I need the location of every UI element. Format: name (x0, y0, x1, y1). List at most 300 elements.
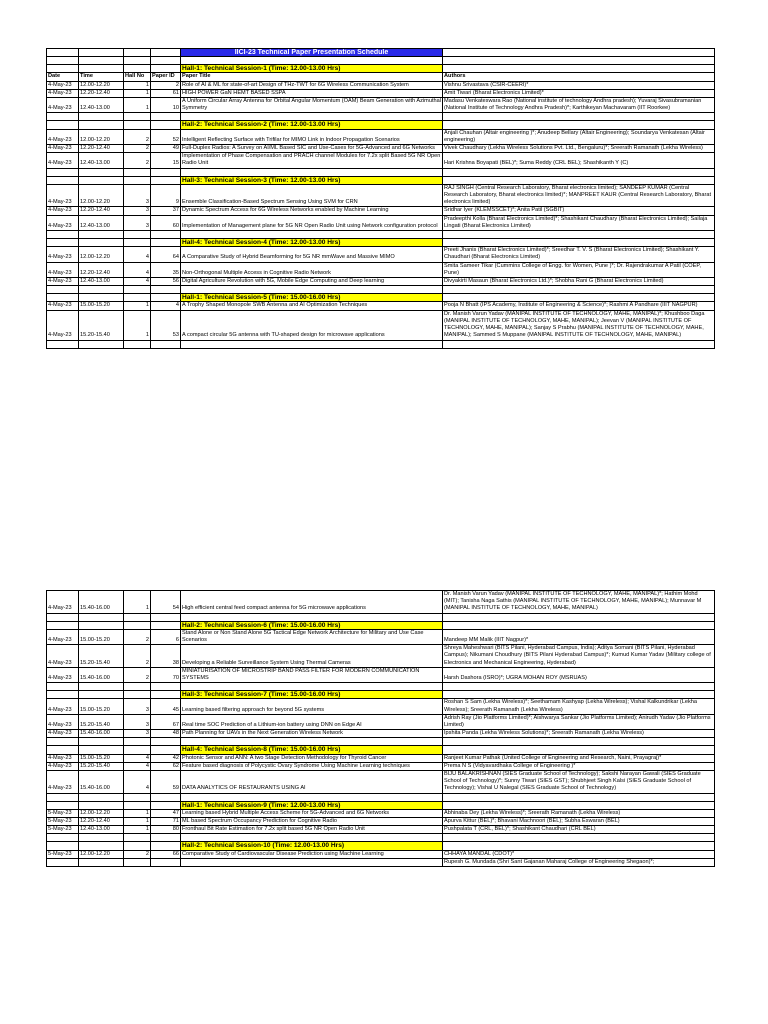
authors-cell: Divyakirti Masaun (Bharat Electronics Ltd.)*; Shobha Rani G (Bharat Electronics Limited) (443, 278, 715, 286)
session-row (47, 65, 715, 73)
empty-cell (124, 49, 151, 57)
paper-title-cell: Dynamic Spectrum Access for 6G Wireless Networks enabled by Machine Learning (181, 207, 443, 215)
empty-cell (151, 286, 181, 294)
paper-id-cell: 35 (151, 262, 181, 277)
empty-cell (181, 286, 443, 294)
time-cell: 15.20-15.40 (79, 714, 124, 729)
authors-cell: Mandeep MM Malik (IIIT Nagpur)* (443, 629, 715, 644)
session-title: Hall-4: Technical Session-4 (Time: 12.00-13.00 Hrs) (181, 239, 443, 247)
schedule-page-2 (0, 590, 768, 867)
empty-cell (47, 49, 79, 57)
date-cell: 4-May-23 (47, 730, 79, 738)
empty-cell (181, 613, 443, 621)
authors-cell: Abhinaba Dey (Lekha Wireless)*; Sreerath Ramanath (Lekha Wireless) (443, 809, 715, 817)
empty-cell (47, 621, 79, 629)
date-cell: 4-May-23 (47, 98, 79, 113)
date-cell: 4-May-23 (47, 645, 79, 668)
paper-title-cell: Ensemble Classification-Based Spectrum Sensing Using SVM for CRN (181, 184, 443, 207)
table-row (47, 699, 715, 714)
empty-cell (124, 746, 151, 754)
paper-id-cell: 47 (151, 809, 181, 817)
empty-cell (79, 738, 124, 746)
time-cell: 15.00-15.20 (79, 754, 124, 762)
time-cell: 15.40-16.00 (79, 771, 124, 794)
empty-cell (443, 683, 715, 691)
empty-cell (443, 834, 715, 842)
schedule-page-1 (0, 48, 768, 349)
empty-cell (79, 49, 124, 57)
paper-title-cell: Learning based Hybrid Multiple Access Scheme for 5G-Advanced and 6G Networks (181, 809, 443, 817)
authors-cell: Dr. Manish Varun Yadav (MANIPAL INSTITUTE OF TECHNOLOGY, MAHE, MANIPAL)*; Hathim Mohd (MIT); Tanisha Naga Sathis (MANIPAL INSTITUTE OF TECHNOLOGY, MAHE, MANIPAL); Munnavar M (MANIPAL INSTITUTE OF TECHNOLOGY, MAHE, MANIPAL) (443, 591, 715, 614)
session-row (47, 176, 715, 184)
empty-cell (47, 340, 79, 348)
blank-row (47, 231, 715, 239)
date-cell: 4-May-23 (47, 771, 79, 794)
hall-cell: 3 (124, 714, 151, 729)
authors-cell: Sridhar Iyer (KLEMSSCET)*; Anita Patil (SGBIT) (443, 207, 715, 215)
paper-title-cell: Path Planning for UAVs in the Next Generation Wireless Network (181, 730, 443, 738)
authors-cell: Ranjeet Kumar Pathak (United College of Engineering and Research, Naini, Prayagraj)* (443, 754, 715, 762)
empty-cell (79, 294, 124, 302)
paper-title-cell: Full-Duplex Radios: A Survey on AI/ML Based SIC and Use-Cases for 5G-Advanced and 6G Networks (181, 145, 443, 153)
schedule-table (46, 48, 715, 349)
empty-cell (124, 113, 151, 121)
empty-cell (443, 793, 715, 801)
paper-id-cell: 45 (151, 699, 181, 714)
authors-cell: Roshan S Sam (Lekha Wireless)*; Seethamam Kashyap (Lekha Wireless); Vishal Kalkundrikar (Lekha Wireless); Sreerath Ramanath (Lekha Wireless) (443, 699, 715, 714)
authors-cell: Vivek Chaudhary (Lekha Wireless Solutions Pvt. Ltd., Bengaluru)*; Sreerath Ramanath (Lekha Wireless) (443, 145, 715, 153)
empty-cell (151, 834, 181, 842)
empty-cell (181, 738, 443, 746)
paper-title-cell: Real time SOC Prediction of a Lithium-ion battery using DNN on Edge AI (181, 714, 443, 729)
empty-cell (79, 613, 124, 621)
empty-cell (124, 834, 151, 842)
paper-id-cell: 71 (151, 818, 181, 826)
date-cell: 4-May-23 (47, 699, 79, 714)
time-cell: 12.40-13.00 (79, 826, 124, 834)
empty-cell (443, 691, 715, 699)
date-cell: 4-May-23 (47, 278, 79, 286)
paper-title-cell: A Trophy Shaped Monopole SWB Antenna and AI Optimization Techniques (181, 302, 443, 310)
time-cell: 12.40-13.00 (79, 98, 124, 113)
table-row (47, 207, 715, 215)
date-cell: 4-May-23 (47, 302, 79, 310)
time-cell (79, 858, 124, 866)
session-title: Hall-4: Technical Session-8 (Time: 15.00-16.00 Hrs) (181, 746, 443, 754)
empty-cell (47, 613, 79, 621)
date-cell: 4-May-23 (47, 262, 79, 277)
empty-cell (443, 176, 715, 184)
blank-row (47, 613, 715, 621)
paper-id-cell: 56 (151, 278, 181, 286)
paper-title-cell: A Comparative Study of Hybrid Beamforming for 5G NR mmWave and Massive MIMO (181, 247, 443, 262)
empty-cell (443, 121, 715, 129)
empty-cell (47, 57, 79, 65)
date-cell: 4-May-23 (47, 247, 79, 262)
empty-cell (47, 801, 79, 809)
time-cell: 12.20-12.40 (79, 818, 124, 826)
hall-cell: 1 (124, 826, 151, 834)
empty-cell (151, 340, 181, 348)
time-cell: 12.20-12.40 (79, 89, 124, 97)
empty-cell (79, 691, 124, 699)
paper-id-cell: 54 (151, 591, 181, 614)
date-cell: 5-May-23 (47, 809, 79, 817)
empty-cell (124, 621, 151, 629)
paper-title-cell: DATA ANALYTICS OF RESTAURANTS USING AI (181, 771, 443, 794)
paper-id-cell: 48 (151, 730, 181, 738)
paper-id-cell: 53 (151, 310, 181, 340)
time-cell: 12.20-12.40 (79, 145, 124, 153)
empty-cell (124, 239, 151, 247)
empty-cell (151, 793, 181, 801)
paper-id-cell: 67 (151, 714, 181, 729)
empty-cell (443, 57, 715, 65)
empty-cell (79, 239, 124, 247)
paper-title-cell: MINIATURISATION OF MICROSTRIP BAND PASS FILTER FOR MODERN COMMUNICATION SYSTEMS (181, 667, 443, 682)
empty-cell (151, 168, 181, 176)
title-row (47, 49, 715, 57)
hall-cell: 4 (124, 762, 151, 770)
empty-cell (443, 65, 715, 73)
hall-cell: 1 (124, 81, 151, 89)
session-row (47, 746, 715, 754)
session-title: Hall-1: Technical Session-5 (Time: 15.00-16.00 Hrs) (181, 294, 443, 302)
session-row (47, 121, 715, 129)
date-cell: 4-May-23 (47, 591, 79, 614)
table-row (47, 310, 715, 340)
time-cell: 12.40-13.00 (79, 215, 124, 230)
empty-cell (124, 613, 151, 621)
empty-cell (47, 286, 79, 294)
table-row (47, 667, 715, 682)
header-authors: Authors (443, 73, 715, 81)
session-title: Hall-1: Technical Session-1 (Time: 12.00-13.00 Hrs) (181, 65, 443, 73)
header-hall: Hall No (124, 73, 151, 81)
paper-title-cell: Developing a Reliable Surveillance System Using Thermal Cameras (181, 645, 443, 668)
empty-cell (181, 168, 443, 176)
empty-cell (124, 793, 151, 801)
table-row (47, 771, 715, 794)
paper-title-cell: Comparative Study of Cardiovascular Disease Prediction using Machine Learning (181, 850, 443, 858)
date-cell: 4-May-23 (47, 129, 79, 144)
paper-title-cell: Feature based diagnosis of Polycystic Ovary Syndrome Using Machine Learning techniques (181, 762, 443, 770)
empty-cell (443, 746, 715, 754)
paper-id-cell: 52 (151, 129, 181, 144)
empty-cell (151, 613, 181, 621)
table-row (47, 81, 715, 89)
empty-cell (443, 294, 715, 302)
time-cell: 15.00-15.20 (79, 629, 124, 644)
empty-cell (79, 793, 124, 801)
empty-cell (47, 691, 79, 699)
header-paper-id: Paper ID (151, 73, 181, 81)
empty-cell (47, 683, 79, 691)
authors-cell: Hari Krishna Boyapati (BEL)*; Suma Reddy (CRL BEL); Shashikanth Y (C) (443, 153, 715, 168)
paper-title-cell: Intelligent Reflecting Surface with Trifilar for MIMO Link in Indoor Propagation Scenarios (181, 129, 443, 144)
paper-title-cell: ML based Spectrum Occupancy Prediction for Cognitive Radio (181, 818, 443, 826)
table-row (47, 754, 715, 762)
authors-cell: Prema N S (Vidyavardhaka College of Engineering )* (443, 762, 715, 770)
authors-cell: RAJ SINGH (Central Research Laboratory, Bharat electronics limited); SANDEEP KUMAR (Central Research Laboratory, Bharat electronics limited)*; MANPREET KAUR (Central Research Laboratory, Bharat electronics limited) (443, 184, 715, 207)
table-row (47, 247, 715, 262)
hall-cell: 3 (124, 207, 151, 215)
empty-cell (124, 683, 151, 691)
paper-id-cell: 66 (151, 850, 181, 858)
empty-cell (151, 691, 181, 699)
hall-cell: 1 (124, 818, 151, 826)
empty-cell (47, 176, 79, 184)
date-cell: 4-May-23 (47, 629, 79, 644)
empty-cell (79, 231, 124, 239)
empty-cell (47, 834, 79, 842)
empty-cell (151, 842, 181, 850)
blank-row (47, 793, 715, 801)
authors-cell: Pushpalata T (CRL, BEL)*; Shashikant Chaudhari (CRL BEL) (443, 826, 715, 834)
hall-cell: 3 (124, 215, 151, 230)
paper-id-cell: 38 (151, 645, 181, 668)
table-row (47, 850, 715, 858)
time-cell: 12.00-12.20 (79, 850, 124, 858)
empty-cell (443, 231, 715, 239)
paper-id-cell: 10 (151, 98, 181, 113)
blank-row (47, 834, 715, 842)
empty-cell (124, 231, 151, 239)
authors-cell: Madasu Venkateswara Rao (National institute of technology Andhra pradesh); Yuvaraj Sivasubramanian (National Institute of Technology Andhra Pradesh)*; Karthikeyan Machavaram (IIT Roorkee) (443, 98, 715, 113)
blank-row (47, 168, 715, 176)
schedule-table (46, 590, 715, 867)
date-cell: 4-May-23 (47, 310, 79, 340)
empty-cell (47, 738, 79, 746)
paper-title-cell: Learning based filtering approach for beyond 5G systems (181, 699, 443, 714)
authors-cell: Dr. Manish Varun Yadav (MANIPAL INSTITUTE OF TECHNOLOGY, MAHE, MANIPAL)*; Khushboo Daga (MANIPAL INSTITUTE OF TECHNOLOGY, MAHE, MANIPAL); Jeevan V (MANIPAL INSTITUTE OF TECHNOLOGY, MAHE, MANIPAL); Sanjay S Prabhu (MANIPAL INSTITUTE OF TECHNOLOGY, MAHE, MANIPAL); Sammed S Muppane (MANIPAL INSTITUTE OF TECHNOLOGY, MAHE, MANIPAL) (443, 310, 715, 340)
empty-cell (151, 239, 181, 247)
table-row (47, 762, 715, 770)
session-row (47, 239, 715, 247)
time-cell: 12.40-13.00 (79, 278, 124, 286)
hall-cell: 1 (124, 591, 151, 614)
hall-cell: 2 (124, 153, 151, 168)
authors-cell: Preeti Jhanis (Bharat Electronics Limited)*; Sreedhar T. V. S (Bharat Electronics Limited); Shashikant Y. Chaudhari (Bharat Electronics Limited) (443, 247, 715, 262)
time-cell: 12.00-12.20 (79, 81, 124, 89)
paper-id-cell: 64 (151, 247, 181, 262)
empty-cell (124, 57, 151, 65)
empty-cell (124, 691, 151, 699)
empty-cell (124, 340, 151, 348)
paper-title-cell: High efficient central feed compact antenna for 5G microwave applications (181, 591, 443, 614)
table-row (47, 89, 715, 97)
paper-title-cell: Non-Orthogonal Multiple Access in Cognitive Radio Network (181, 262, 443, 277)
table-row (47, 730, 715, 738)
table-row (47, 629, 715, 644)
empty-cell (124, 842, 151, 850)
empty-cell (79, 168, 124, 176)
time-cell: 15.00-15.20 (79, 699, 124, 714)
empty-cell (151, 113, 181, 121)
header-row (47, 73, 715, 81)
paper-title-cell: Implementation of Management plane for 5G NR Open Radio Unit using Network configuration protocol (181, 215, 443, 230)
paper-id-cell: 70 (151, 667, 181, 682)
empty-cell (151, 801, 181, 809)
hall-cell: 1 (124, 809, 151, 817)
paper-id-cell: 4 (151, 302, 181, 310)
date-cell: 5-May-23 (47, 826, 79, 834)
empty-cell (124, 121, 151, 129)
paper-title-cell: Fronthaul Bit Rate Estimation for 7.2x split based 5G NR Open Radio Unit (181, 826, 443, 834)
paper-title-cell: HIGH POWER GaN HEMT BASED SSPA (181, 89, 443, 97)
empty-cell (181, 57, 443, 65)
hall-cell: 1 (124, 98, 151, 113)
empty-cell (443, 286, 715, 294)
time-cell: 15.20-15.40 (79, 310, 124, 340)
empty-cell (124, 65, 151, 73)
empty-cell (443, 168, 715, 176)
empty-cell (79, 621, 124, 629)
blank-row (47, 340, 715, 348)
date-cell: 4-May-23 (47, 714, 79, 729)
date-cell (47, 858, 79, 866)
date-cell: 4-May-23 (47, 153, 79, 168)
schedule-title: IICI-23 Technical Paper Presentation Schedule (181, 49, 443, 57)
table-row (47, 645, 715, 668)
empty-cell (79, 746, 124, 754)
empty-cell (443, 801, 715, 809)
paper-title-cell: Stand Alone or Non Stand Alone 5G Tactical Edge Network Architecture for Military and Use Case Scenarios (181, 629, 443, 644)
time-cell: 15.00-15.20 (79, 302, 124, 310)
time-cell: 12.20-12.40 (79, 207, 124, 215)
time-cell: 15.40-16.00 (79, 730, 124, 738)
empty-cell (151, 738, 181, 746)
empty-cell (181, 113, 443, 121)
authors-cell: Shreya Maheshwari (BITS Pilani, Hyderabad Campus, India); Aditya Somani (BITS Pilani, Hyderabad Campus); Nikumani Choudhury (BITS Pilani Hyderabad Campus)*; Kumud Kumar Yadav (Military college of Electronics and Mechanical Engineering, Hyderabad) (443, 645, 715, 668)
session-title: Hall-1: Technical Session-9 (Time: 12.00-13.00 Hrs) (181, 801, 443, 809)
paper-id-cell: 15 (151, 153, 181, 168)
paper-id-cell: 62 (151, 762, 181, 770)
empty-cell (124, 176, 151, 184)
blank-row (47, 113, 715, 121)
paper-id-cell: 6 (151, 629, 181, 644)
empty-cell (47, 113, 79, 121)
empty-cell (181, 340, 443, 348)
time-cell: 12.40-13.00 (79, 153, 124, 168)
session-title: Hall-2: Technical Session-10 (Time: 12.00-13.00 Hrs) (181, 842, 443, 850)
session-title: Hall-2: Technical Session-6 (Time: 15.00-16.00 Hrs) (181, 621, 443, 629)
paper-id-cell: 49 (151, 145, 181, 153)
authors-cell: Pooja N Bhatt (IPS Academy, Institute of Engineering & Science)*; Rashmi A Pandhare (IIIT NAGPUR) (443, 302, 715, 310)
blank-row (47, 683, 715, 691)
date-cell: 4-May-23 (47, 184, 79, 207)
session-row (47, 691, 715, 699)
date-cell: 4-May-23 (47, 145, 79, 153)
session-title: Hall-3: Technical Session-3 (Time: 12.00-13.00 Hrs) (181, 176, 443, 184)
empty-cell (124, 294, 151, 302)
hall-cell: 4 (124, 247, 151, 262)
paper-title-cell: A Uniform Circular Array Antenna for Orbital Angular Momentum (OAM) Beam Generation with Azimuthal Symmetry (182, 98, 441, 112)
empty-cell (443, 621, 715, 629)
time-cell: 12.00-12.20 (79, 184, 124, 207)
blank-row (47, 286, 715, 294)
empty-cell (47, 231, 79, 239)
table-row (47, 278, 715, 286)
time-cell: 15.40-16.00 (79, 667, 124, 682)
authors-cell: Vishnu Srivastava (CSIR-CEERI)* (443, 81, 715, 89)
empty-cell (443, 738, 715, 746)
hall-cell: 4 (124, 262, 151, 277)
hall-cell: 2 (124, 667, 151, 682)
table-row (47, 98, 715, 113)
date-cell: 4-May-23 (47, 667, 79, 682)
empty-cell (124, 801, 151, 809)
session-row (47, 801, 715, 809)
table-row (47, 184, 715, 207)
date-cell: 5-May-23 (47, 818, 79, 826)
empty-cell (47, 239, 79, 247)
empty-cell (181, 793, 443, 801)
hall-cell: 3 (124, 730, 151, 738)
hall-cell: 2 (124, 129, 151, 144)
paper-id-cell: 37 (151, 207, 181, 215)
time-cell: 12.20-12.40 (79, 262, 124, 277)
date-cell: 4-May-23 (47, 89, 79, 97)
hall-cell: 3 (124, 184, 151, 207)
hall-cell: 4 (124, 771, 151, 794)
blank-row (47, 57, 715, 65)
paper-id-cell: 2 (151, 81, 181, 89)
authors-cell: Smita Sameer Tikar (Cummins College of Engg. for Women, Pune )*; Dr. Rajendrakumar A Patil (COEP, Pune) (443, 262, 715, 277)
empty-cell (151, 121, 181, 129)
empty-cell (47, 65, 79, 73)
authors-cell: BIJU BALAKRISHNAN (SIES Graduate School of Technology); Sakshi Narayan Gawali (SIES Graduate School of Technology)*; Sunny Tiwari (SIES GST); Shubhjeet Singh Kalsi (SIES Graduate School of Technology); Vishal U Nalegal (SIES Graduate School of Technology) (443, 771, 715, 794)
header-date: Date (47, 73, 79, 81)
empty-cell (151, 49, 181, 57)
authors-cell: Ipshita Panda (Lekha Wireless Solutions)*; Sreerath Ramanath (Lekha Wireless) (443, 730, 715, 738)
empty-cell (151, 57, 181, 65)
authors-cell: Harsh Dashora (ISRO)*; UGRA MOHAN ROY (MSRUAS) (443, 667, 715, 682)
paper-id-cell: 42 (151, 754, 181, 762)
empty-cell (443, 239, 715, 247)
header-time: Time (79, 73, 124, 81)
paper-id-cell: 61 (151, 89, 181, 97)
table-row (47, 153, 715, 168)
empty-cell (79, 121, 124, 129)
hall-cell: 1 (124, 310, 151, 340)
empty-cell (151, 176, 181, 184)
paper-title-cell (181, 858, 443, 866)
table-row (47, 591, 715, 614)
authors-cell: Apurva Kittur (BEL)*; Bhavani Machnoori (BEL); Subha Eswaran (BEL) (443, 818, 715, 826)
date-cell: 4-May-23 (47, 81, 79, 89)
table-row (47, 215, 715, 230)
hall-cell: 4 (124, 278, 151, 286)
empty-cell (443, 340, 715, 348)
empty-cell (124, 168, 151, 176)
header-paper-title: Paper Title (181, 73, 443, 81)
hall-cell: 3 (124, 699, 151, 714)
paper-title-cell: Implementation of Phase Compensation and PRACH channel Modules for 7.2x split Based 5G NR Open Radio Unit (181, 153, 443, 168)
empty-cell (79, 57, 124, 65)
paper-id-cell: 59 (151, 771, 181, 794)
blank-row (47, 738, 715, 746)
time-cell: 12.00-12.20 (79, 247, 124, 262)
date-cell: 4-May-23 (47, 215, 79, 230)
time-cell: 12.00-12.20 (79, 809, 124, 817)
table-row (47, 129, 715, 144)
hall-cell: 4 (124, 754, 151, 762)
empty-cell (181, 834, 443, 842)
hall-cell: 2 (124, 629, 151, 644)
empty-cell (151, 683, 181, 691)
empty-cell (47, 842, 79, 850)
